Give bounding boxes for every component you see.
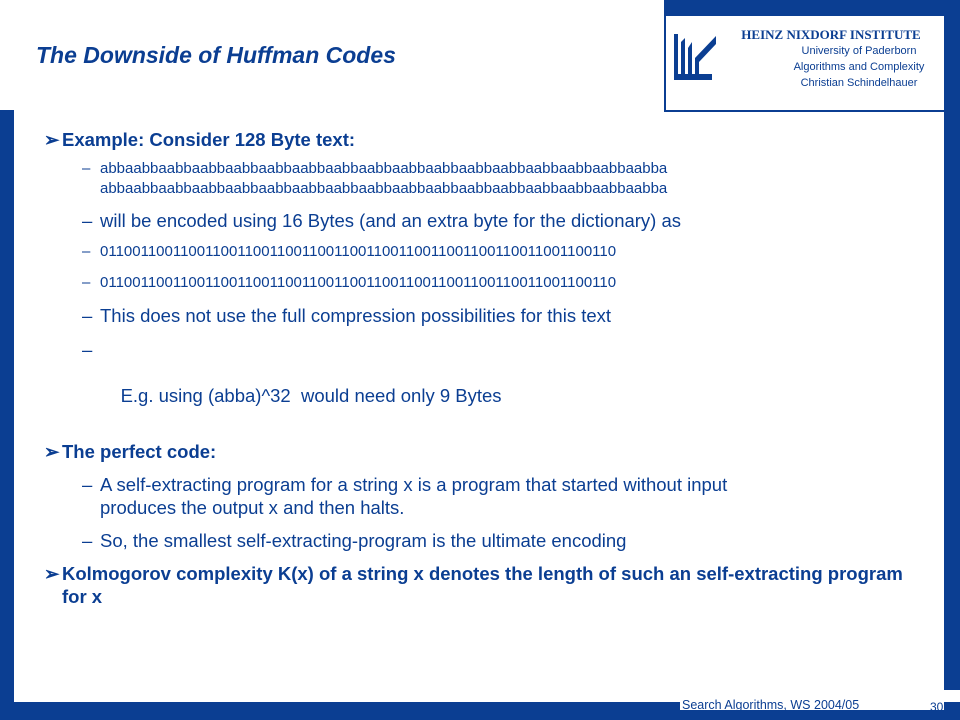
sub-item-text-sample	[44, 159, 924, 199]
frame-left-bar	[0, 110, 14, 706]
dash-icon: –	[82, 530, 93, 551]
sub-item-text: This does not use the full compression possibilities for this text	[100, 305, 612, 326]
dash-icon: –	[82, 210, 93, 231]
institute-box-top	[664, 0, 960, 16]
dash-icon: –	[82, 474, 93, 495]
footer-course: Search Algorithms, WS 2004/05	[682, 698, 860, 712]
sub-item-binary-2	[44, 273, 924, 293]
sub-item-line-1: A self-extracting program for a string x is a program that started without input	[100, 474, 728, 495]
sample-line-1: abbaabbaabbaabbaabbaabbaabbaabbaabbaabbaabbaabbaabbaabbaabbaabbaabba	[100, 160, 668, 177]
arrow-bullet-icon: ➢	[44, 129, 60, 150]
arrow-bullet-icon: ➢	[44, 441, 60, 462]
institute-box-left	[664, 0, 666, 112]
sub-item-compression	[44, 304, 924, 327]
institute-logo-icon	[672, 28, 716, 82]
bullet-text: Kolmogorov complexity K(x) of a string x denotes the length of such an self-extracting program for x	[62, 563, 903, 607]
bullet-text: Example: Consider 128 Byte text:	[62, 129, 356, 150]
sub-item-text: E.g. using (abba)^32 would need only 9 Bytes	[120, 385, 502, 406]
sub-item-text: will be encoded using 16 Bytes (and an extra byte for the dictionary) as	[100, 210, 682, 231]
bullet-example	[44, 128, 924, 151]
frame-right-bar	[944, 0, 960, 690]
slide-title: The Downside of Huffman Codes	[36, 42, 396, 68]
institute-box-bottom	[664, 110, 960, 112]
institute-university: University of Paderborn	[801, 45, 917, 57]
dash-icon: –	[82, 305, 93, 326]
sub-item-ultimate-encoding	[44, 529, 924, 552]
institute-block	[718, 26, 944, 91]
sub-item-binary-1	[44, 242, 924, 262]
page-number: 30	[930, 700, 944, 714]
dash-icon: –	[82, 339, 93, 360]
sub-item-text: So, the smallest self-extracting-program is the ultimate encoding	[100, 530, 627, 551]
institute-author: Christian Schindelhauer	[800, 77, 918, 89]
sample-line-2: abbaabbaabbaabbaabbaabbaabbaabbaabbaabbaabbaabbaabbaabbaabbaabbaabba	[100, 180, 668, 197]
sub-item-encoded	[44, 209, 924, 232]
bullet-text: The perfect code:	[62, 441, 217, 462]
arrow-bullet-icon: ➢	[44, 563, 60, 584]
sub-item-self-extracting	[44, 473, 924, 519]
institute-group: Algorithms and Complexity	[793, 61, 925, 73]
sub-item-line-2: produces the output x and then halts.	[100, 497, 405, 518]
dash-icon: –	[82, 243, 91, 260]
sub-item-abba	[44, 338, 924, 430]
dash-icon: –	[82, 274, 91, 291]
slide-content	[44, 128, 924, 608]
institute-name: HEINZ NIXDORF INSTITUTE	[741, 27, 921, 42]
sub-item-text: 0110011001100110011001100110011001100110011001100110011001100110	[100, 274, 617, 291]
dash-icon: –	[82, 160, 91, 177]
bullet-perfect-code	[44, 440, 924, 463]
sub-item-text: 0110011001100110011001100110011001100110011001100110011001100110	[100, 243, 617, 260]
bullet-kolmogorov	[44, 562, 912, 608]
